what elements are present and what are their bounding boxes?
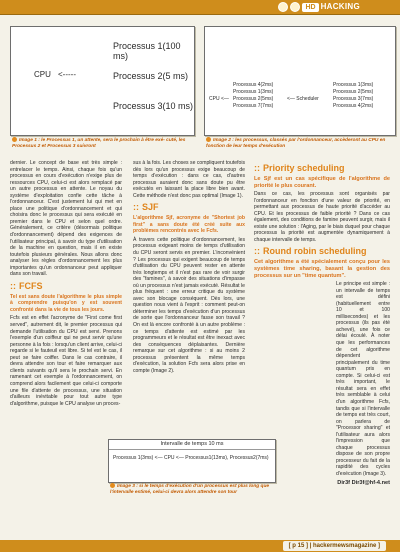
fig2-queue-process: Processus 4(2ms) <box>333 103 374 109</box>
logo-dot-icon <box>278 2 288 12</box>
author-signature: Dir3f Dir3f@hf-4.net <box>337 479 390 486</box>
heading-marker-icon: :: <box>10 280 16 291</box>
figure-3-caption: Image 3 : si le temps d'exécution d'un processus est plus long que l'intervalle estimé, celui-ci devra alors attendre son tour <box>110 483 270 495</box>
figure-2-caption: Image 2 : les processus, classés par l'ordonnanceur, accèderont au CPU en fonction de leur temps d'exécution <box>206 137 386 149</box>
logo-dot-icon <box>290 2 300 12</box>
section-logo <box>278 2 360 12</box>
fig3-process-line: Processus 1(3ms) <— CPU <— Processus1(13ms), Processus2(7ms) <box>113 455 269 461</box>
heading-marker-icon: :: <box>254 163 260 173</box>
section-heading-round-robin: :: Round robin scheduling <box>254 246 367 257</box>
fig1-process: Processus 1(100 ms) <box>113 41 181 61</box>
fig2-cpu-label: CPU <— <box>209 96 229 102</box>
fig2-queue-process: Processus 2(5ms) <box>333 89 374 95</box>
figure-3 <box>108 439 276 483</box>
article-column-2 <box>133 160 245 376</box>
heading-marker-icon: :: <box>254 246 260 257</box>
fig2-process: Processus 1(3ms) <box>233 89 274 95</box>
body-paragraph: dernier. Le concept de base est très simple : entrelacer le temps. Ainsi, chaque fois qu'un processus en cours d'exécution n'exige plus de ressources CPU, celui-ci est alors remplacé par un autre processus en attente. Le noyau du système d'exploitation confie cette tâche à l'ordonnanceur. C'est justement lui qui met en place une politique d'ordonnancement et qui choisira donc le processus qui sera exécuté en premier dans le CPU et selon quel ordre. Généralement, ce critère (désormais politique d'ordonnancement) dépend des exigences de l'utilisateur principal, à savoir du type d'utilisation de la machine en question, mais il en existe toutefois plusieurs générales. Nous allons donc analyser les règles d'ordonnancement les plus importantes qu'un ordonnanceur peut appliquer dans son travail. <box>10 160 122 278</box>
fig2-process: Processus 2(5ms) <box>233 96 274 102</box>
fig2-queue-process: Processus 1(3ms) <box>333 82 374 88</box>
section-prefix: HD <box>302 3 318 12</box>
fig2-process: Processus 4(2ms) <box>233 82 274 88</box>
caption-bullet-icon <box>12 137 17 142</box>
lead-paragraph: L'algorithme Sjf, acronyme de "Shortest job first" a sans doute été créé suite aux problèmes rencontrés avec le Fcfs. <box>133 215 245 235</box>
fig1-process: Processus 2(5 ms) <box>113 71 189 81</box>
fig3-interval-title: Intervalle de temps 10 ms <box>109 440 275 450</box>
lead-paragraph: Tel est sans doute l'algorithme le plus simple à comprendre puisqu'on y est souvent confronté dans la vie de tous les jours. <box>10 293 122 313</box>
body-paragraph: Dans ce cas, les processus sont organisés par l'ordonnanceur en fonction d'une valeur de priorité, en permettant aux processus de haute priorité d'accéder au CPU. Et les processus de faible priorité ? Dans ce cas également, des conditions de famine peuvent surgir, mais il existe une solution : l'Aging, par le biais duquel pour chaque processus la priorité est augmentée dynamiquement à chaque intervalle de temps. <box>254 191 390 243</box>
section-heading-sjf: :: SJF <box>133 202 159 213</box>
figure-1-caption: Image 1 : le Processus 1, un attente, sera le prochain à être exé- cuté, les Processus 2 et Processus 3 suivront <box>12 137 186 149</box>
figure-1 <box>10 26 195 136</box>
article-column-1 <box>10 160 122 409</box>
fig2-process: Processus 7(7ms) <box>233 103 274 109</box>
fig1-cpu-label: CPU <box>34 70 51 79</box>
fig2-queue-process: Processus 3(7ms) <box>333 96 374 102</box>
caption-bullet-icon <box>206 137 211 142</box>
body-paragraph: sus à la fois. Les choses se compliquent toutefois dès lors qu'un processus exige beaucoup de temps d'exécution : dans ce cas, d'autres processus auraient donc sans doute pu être exécutés en laissant la place libre bien avant. Cette méthode n'est donc pas optimal (Image 1). <box>133 160 245 199</box>
fig1-arrow: <----- <box>58 70 76 79</box>
lead-paragraph: Cet algorithme a été spécialement conçu pour les systèmes time sharing, basant la gestion des processus sur un "time quantum". <box>254 259 390 279</box>
figure-2 <box>204 26 396 136</box>
fig2-scheduler-label: <— Scheduler <box>287 96 319 102</box>
body-paragraph: À travers cette politique d'ordonnancement, les processus exigeant moins de temps d'utilisation du CPU seront servis en premier. L'inconvénient ? Les processus qui exigent beaucoup de temps d'utilisation du CPU peuvent rester en attente très longtemps et il n'est pas rare de voir surgir des "famines", à savoir des situations d'impasse où un processus n'est jamais exécuté. Résultat le plus fréquent : une erreur critique du système avec son blocage conséquent. Dès lors, une question nous vient à l'esprit : comment peut-on déterminer les temps d'exécution d'un processus de sorte que l'ordonnanceur fasse son travail ? On est là encore confronté à un autre problème : ce temps d'attente est estimé par les programmeurs et le résultat est être inexact avec des conséquences déplaisantes. Dernière remarque sur cet algorithme : si au moins 2 processus présentent la même temps d'exécution, la solution Fcfs sera alors prise en compte (Image 2). <box>133 236 245 374</box>
section-title: HACKING <box>320 2 360 11</box>
lead-paragraph: Le Sjf est un cas spécifique de l'algorithme de priorité le plus courant. <box>254 176 390 189</box>
magazine-header-bar <box>0 0 400 15</box>
body-paragraph: Le principe est simple : un intervalle de temps est défini (habituellement entre 10 et 100 millisecondes) et les processus (ils pas été achevé), une fois ce délai écoulé. À noter que les performances de cet algorithme dépendent principalement du time quantum pris en compte. Si celui-ci est très important, le résultat sera en effet très semblable à celui d'un algorithme Fcfs, tandis que si l'intervalle de temps est très court, on parlera de "Processor sharing" et l'utilisateur aura alors l'impression que chaque processus dispose de son propre processeur du fait de la rapidité des cycles d'exécution (Image 3). <box>336 281 390 477</box>
section-heading-priority: :: Priority scheduling <box>254 163 345 173</box>
heading-marker-icon: :: <box>133 202 139 213</box>
section-heading-fcfs: :: FCFS <box>10 280 43 291</box>
footer-page-label: [ p 15 ] | hackermewsmagazine ] <box>283 541 386 551</box>
caption-bullet-icon <box>110 483 115 488</box>
fig1-process: Processus 3(10 ms) <box>113 101 194 111</box>
page-footer <box>0 540 400 552</box>
body-paragraph: Fcfs est en effet l'acronyme de "First come first served", autrement dit, le premier processus qui demande l'utilisation du CPU est servi. Prenons l'exemple d'un coiffeur qui ne peut servir qu'une personne à la fois : lorsqu'un client arrive, celui-ci regarde si le fauteuil est libre. Si tel est le cas, il peut se faire coiffer. Dans le cas contraire, il devra attendre son tour et faire remarquer aux clients suivants qu'il sera le prochain servi. En ramenant cet exemple à l'ordonnancement, on comprend alors facilement que celui-ci comporte une file d'attente de processus, une situation d'ailleurs inévitable pour tout autre type d'algorithme, puisque le CPU analyse un proces- <box>10 315 122 407</box>
